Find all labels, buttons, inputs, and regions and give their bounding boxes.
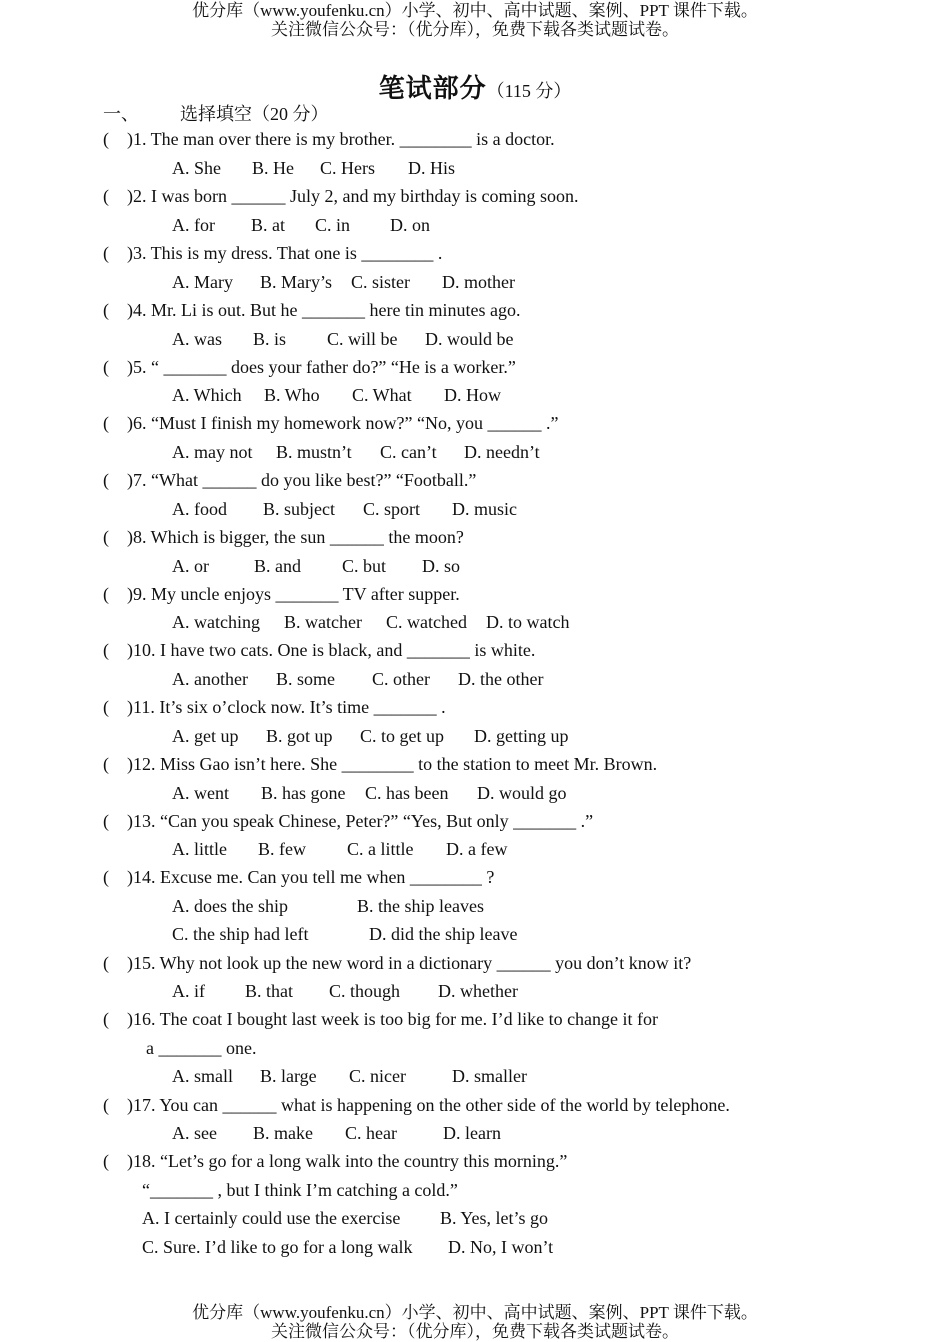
title-main: 笔试部分 <box>378 74 487 103</box>
option: C. has been <box>365 783 449 803</box>
option: C. hear <box>345 1123 397 1143</box>
continuation-text: a _______ one. <box>146 1038 257 1058</box>
option: A. watching <box>172 612 260 632</box>
option: A. I certainly could use the exercise <box>142 1208 401 1228</box>
options-11 <box>172 726 569 747</box>
option: A. food <box>172 499 227 519</box>
question-4 <box>103 300 520 321</box>
answer-blank: ( <box>103 867 109 887</box>
option: D. His <box>408 158 456 178</box>
footer-line-1: 优分库（www.youfenku.cn）小学、初中、高中试题、案例、PPT 课件下载。 <box>192 1303 758 1322</box>
option: A. She <box>172 158 221 178</box>
option: B. few <box>258 839 306 859</box>
option: A. Which <box>172 385 242 405</box>
option: A. Mary <box>172 272 233 292</box>
options-4 <box>172 329 514 350</box>
question-text: )5. “ _______ does your father do?” “He is a worker.” <box>127 357 516 377</box>
option: C. nicer <box>349 1066 406 1086</box>
header-line-1: 优分库（www.youfenku.cn）小学、初中、高中试题、案例、PPT 课件下载。 <box>192 1 758 20</box>
question-text: )14. Excuse me. Can you tell me when ________ ? <box>127 867 495 887</box>
question-text: )10. I have two cats. One is black, and _______ is white. <box>127 640 536 660</box>
question-2 <box>103 186 578 207</box>
question-text: )6. “Must I finish my homework now?” “No, you ______ .” <box>127 413 559 433</box>
option: A. was <box>172 329 222 349</box>
option: C. What <box>352 385 412 405</box>
option: C. watched <box>386 612 467 632</box>
section-heading <box>103 100 329 126</box>
answer-blank: ( <box>103 811 109 831</box>
question-text: )4. Mr. Li is out. But he _______ here tin minutes ago. <box>127 300 521 320</box>
options-6 <box>172 442 540 463</box>
answer-blank: ( <box>103 697 109 717</box>
option: C. other <box>372 669 430 689</box>
option: C. in <box>315 215 351 235</box>
answer-blank: ( <box>103 1095 109 1115</box>
option: C. Hers <box>320 158 375 178</box>
question-text: )12. Miss Gao isn’t here. She ________ to the station to meet Mr. Brown. <box>127 754 658 774</box>
option: D. smaller <box>452 1066 527 1086</box>
options-17 <box>172 1123 501 1144</box>
option: A. if <box>172 981 205 1001</box>
option: B. and <box>254 556 301 576</box>
question-10 <box>103 640 535 661</box>
option: B. He <box>252 158 294 178</box>
answer-blank: ( <box>103 300 109 320</box>
question-12 <box>103 754 657 775</box>
question-18-continuation <box>142 1180 458 1201</box>
question-text: )7. “What ______ do you like best?” “Football.” <box>127 470 477 490</box>
title-score: （115 分） <box>486 81 572 101</box>
question-13 <box>103 811 593 832</box>
option: D. whether <box>438 981 518 1001</box>
header-line-2: 关注微信公众号：（优分库），免费下载各类试题试卷。 <box>271 20 679 39</box>
option: D. How <box>444 385 501 405</box>
answer-blank: ( <box>103 754 109 774</box>
question-9 <box>103 584 460 605</box>
answer-blank: ( <box>103 243 109 263</box>
option: D. music <box>452 499 517 519</box>
option: D. learn <box>443 1123 501 1143</box>
option: A. went <box>172 783 229 803</box>
option: C. sport <box>363 499 421 519</box>
option: A. little <box>172 839 227 859</box>
question-8 <box>103 527 464 548</box>
question-text: )13. “Can you speak Chinese, Peter?” “Yes, But only _______ .” <box>127 811 594 831</box>
option: D. to watch <box>486 612 570 632</box>
question-18 <box>103 1151 567 1172</box>
options-13 <box>172 839 507 860</box>
question-7 <box>103 470 476 491</box>
question-text: )2. I was born ______ July 2, and my birthday is coming soon. <box>127 186 579 206</box>
question-text: )8. Which is bigger, the sun ______ the moon? <box>127 527 464 547</box>
option: B. that <box>245 981 293 1001</box>
question-text: )9. My uncle enjoys _______ TV after supper. <box>127 584 460 604</box>
answer-blank: ( <box>103 953 109 973</box>
option: D. would go <box>477 783 567 803</box>
option: D. needn’t <box>464 442 540 462</box>
footer-line-2: 关注微信公众号：（优分库），免费下载各类试题试卷。 <box>271 1322 679 1341</box>
option: A. may not <box>172 442 253 462</box>
option: C. a little <box>347 839 414 859</box>
option: B. has gone <box>261 783 346 803</box>
question-text: )11. It’s six o’clock now. It’s time _______ . <box>127 697 446 717</box>
question-16-continuation <box>146 1038 256 1059</box>
option: C. to get up <box>360 726 444 746</box>
question-17 <box>103 1095 730 1116</box>
option: D. so <box>422 556 461 576</box>
answer-blank: ( <box>103 1151 109 1171</box>
question-3 <box>103 243 442 264</box>
options-14b <box>172 924 517 945</box>
answer-blank: ( <box>103 357 109 377</box>
options-16 <box>172 1066 527 1087</box>
option: B. got up <box>266 726 333 746</box>
option: D. getting up <box>474 726 569 746</box>
options-18b <box>142 1237 553 1258</box>
options-5 <box>172 385 501 406</box>
question-1 <box>103 129 555 150</box>
options-18a <box>142 1208 548 1229</box>
question-15 <box>103 953 691 974</box>
option: B. is <box>253 329 287 349</box>
section-number: 一、 <box>103 104 139 124</box>
options-15 <box>172 981 518 1002</box>
question-6 <box>103 413 558 434</box>
option: B. large <box>260 1066 317 1086</box>
option: D. did the ship leave <box>369 924 518 944</box>
option: C. can’t <box>380 442 437 462</box>
option: B. Who <box>264 385 320 405</box>
answer-blank: ( <box>103 1009 109 1029</box>
section-label: 选择填空（20 分） <box>180 104 329 124</box>
option: A. get up <box>172 726 239 746</box>
option: A. see <box>172 1123 217 1143</box>
option: D. the other <box>458 669 544 689</box>
answer-blank: ( <box>103 470 109 490</box>
options-14a <box>172 896 484 917</box>
question-11 <box>103 697 446 718</box>
options-12 <box>172 783 567 804</box>
options-2 <box>172 215 430 236</box>
question-text: )1. The man over there is my brother. ________ is a doctor. <box>127 129 555 149</box>
option: B. make <box>253 1123 313 1143</box>
continuation-text: “_______ , but I think I’m catching a cold.” <box>142 1180 458 1200</box>
options-9 <box>172 612 569 633</box>
option: C. will be <box>327 329 398 349</box>
question-text: )15. Why not look up the new word in a dictionary ______ you don’t know it? <box>127 953 692 973</box>
answer-blank: ( <box>103 640 109 660</box>
answer-blank: ( <box>103 527 109 547</box>
option: A. for <box>172 215 215 235</box>
options-3 <box>172 272 515 293</box>
question-5 <box>103 357 516 378</box>
answer-blank: ( <box>103 413 109 433</box>
option: C. but <box>342 556 387 576</box>
option: A. small <box>172 1066 233 1086</box>
options-8 <box>172 556 460 577</box>
option: D. mother <box>442 272 515 292</box>
question-text: )18. “Let’s go for a long walk into the country this morning.” <box>127 1151 568 1171</box>
option: C. sister <box>351 272 411 292</box>
option: A. or <box>172 556 209 576</box>
option: B. the ship leaves <box>357 896 484 916</box>
options-10 <box>172 669 543 690</box>
question-16 <box>103 1009 658 1030</box>
option: B. watcher <box>284 612 362 632</box>
option: C. Sure. I’d like to go for a long walk <box>142 1237 413 1257</box>
option: D. a few <box>446 839 508 859</box>
options-1 <box>172 158 455 179</box>
answer-blank: ( <box>103 186 109 206</box>
option: D. No, I won’t <box>448 1237 554 1257</box>
option: B. at <box>251 215 285 235</box>
option: A. another <box>172 669 248 689</box>
question-text: )3. This is my dress. That one is ________ . <box>127 243 443 263</box>
answer-blank: ( <box>103 129 109 149</box>
option: C. the ship had left <box>172 924 309 944</box>
answer-blank: ( <box>103 584 109 604</box>
question-text: )17. You can ______ what is happening on the other side of the world by telephone. <box>127 1095 730 1115</box>
option: C. though <box>329 981 401 1001</box>
options-7 <box>172 499 517 520</box>
option: A. does the ship <box>172 896 288 916</box>
option: B. Mary’s <box>260 272 332 292</box>
option: D. would be <box>425 329 514 349</box>
option: B. mustn’t <box>276 442 352 462</box>
question-14 <box>103 867 494 888</box>
option: B. Yes, let’s go <box>440 1208 549 1228</box>
option: B. subject <box>263 499 335 519</box>
question-text: )16. The coat I bought last week is too big for me. I’d like to change it for <box>127 1009 659 1029</box>
option: D. on <box>390 215 430 235</box>
option: B. some <box>276 669 336 689</box>
